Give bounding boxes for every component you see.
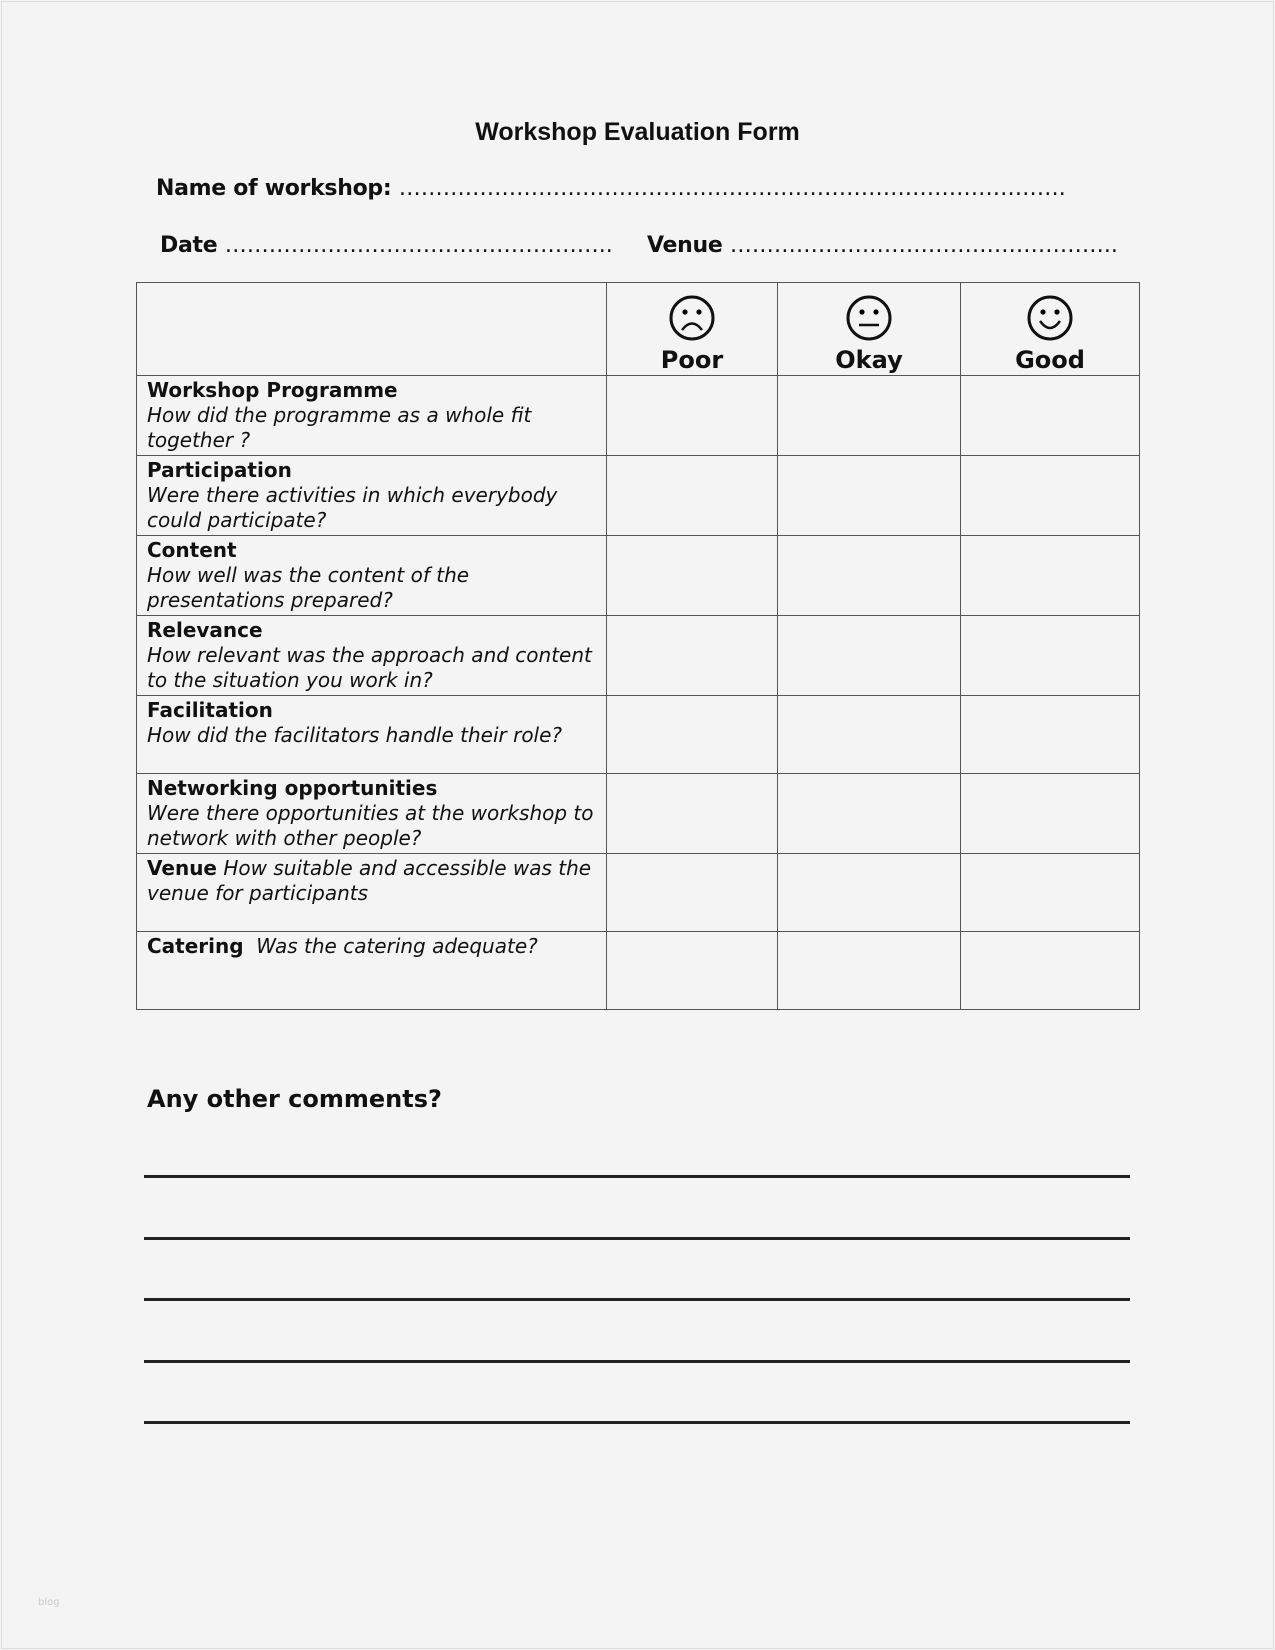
rating-cell-poor[interactable] [607, 456, 778, 536]
venue-dots: …………………………………………….. [729, 233, 1118, 258]
rating-cell-okay[interactable] [778, 854, 961, 932]
criterion-question: How did the programme as a whole fit together ? [147, 403, 532, 452]
criterion-category: Workshop Programme [147, 378, 398, 402]
table-row [137, 774, 1140, 854]
criterion-cell [137, 536, 607, 616]
rating-cell-poor[interactable] [607, 696, 778, 774]
rating-cell-okay[interactable] [778, 932, 961, 1010]
table-row [137, 456, 1140, 536]
smiley-face-icon [1027, 295, 1073, 341]
sad-face-icon [669, 295, 715, 341]
venue-label: Venue [647, 233, 723, 258]
table-row [137, 376, 1140, 456]
criterion-category: Content [147, 538, 237, 562]
table-row [137, 932, 1140, 1010]
neutral-face-icon [846, 295, 892, 341]
criterion-cell [137, 932, 607, 1010]
rating-cell-poor[interactable] [607, 774, 778, 854]
criterion-category: Relevance [147, 618, 263, 642]
comment-line[interactable] [144, 1175, 1130, 1178]
date-label: Date [160, 233, 218, 258]
criterion-category: Catering [147, 934, 244, 958]
rating-label: Good [1015, 346, 1085, 374]
header-blank-cell [137, 283, 607, 376]
watermark: blog [38, 1597, 60, 1608]
name-of-workshop-field[interactable] [156, 176, 1066, 201]
criterion-question: Were there opportunities at the workshop to network with other people? [147, 801, 594, 850]
name-label: Name of workshop: [156, 176, 392, 201]
comment-line[interactable] [144, 1421, 1130, 1424]
criterion-question: How relevant was the approach and content to the situation you work in? [147, 643, 592, 692]
rating-cell-poor[interactable] [607, 616, 778, 696]
criterion-question: Was the catering adequate? [256, 934, 538, 958]
rating-cell-good[interactable] [961, 854, 1140, 932]
comments-heading: Any other comments? [147, 1085, 442, 1113]
criterion-category: Venue [147, 856, 217, 880]
comment-line[interactable] [144, 1237, 1130, 1240]
criterion-cell [137, 616, 607, 696]
date-field[interactable] [160, 233, 613, 258]
rating-cell-poor[interactable] [607, 536, 778, 616]
criterion-question: Were there activities in which everybody could participate? [147, 483, 558, 532]
table-row [137, 696, 1140, 774]
header-poor [607, 283, 778, 376]
table-row [137, 854, 1140, 932]
comment-line[interactable] [144, 1360, 1130, 1363]
header-good [961, 283, 1140, 376]
criterion-cell [137, 456, 607, 536]
table-row [137, 536, 1140, 616]
criterion-cell [137, 376, 607, 456]
rating-cell-okay[interactable] [778, 376, 961, 456]
rating-cell-poor[interactable] [607, 376, 778, 456]
rating-cell-poor[interactable] [607, 932, 778, 1010]
criterion-question: How well was the content of the presentations prepared? [147, 563, 470, 612]
header-okay [778, 283, 961, 376]
form-title: Workshop Evaluation Form [475, 118, 800, 146]
date-dots: …………………………………………….. [224, 233, 613, 258]
venue-field[interactable] [647, 233, 1118, 258]
name-dots: ………………………………………………………………………………. [398, 176, 1066, 201]
criterion-cell [137, 854, 607, 932]
rating-cell-poor[interactable] [607, 854, 778, 932]
rating-cell-okay[interactable] [778, 616, 961, 696]
rating-cell-okay[interactable] [778, 456, 961, 536]
evaluation-table [136, 282, 1140, 1010]
rating-label: Poor [660, 346, 724, 374]
criterion-category: Facilitation [147, 698, 273, 722]
header-row [137, 283, 1140, 376]
rating-cell-good[interactable] [961, 696, 1140, 774]
rating-cell-good[interactable] [961, 616, 1140, 696]
rating-cell-okay[interactable] [778, 536, 961, 616]
rating-cell-good[interactable] [961, 932, 1140, 1010]
rating-cell-good[interactable] [961, 456, 1140, 536]
criterion-category: Participation [147, 458, 292, 482]
criterion-category: Networking opportunities [147, 776, 438, 800]
criterion-cell [137, 774, 607, 854]
criterion-cell [137, 696, 607, 774]
rating-cell-okay[interactable] [778, 696, 961, 774]
criterion-question: How suitable and accessible was the venue for participants [147, 856, 592, 905]
rating-cell-good[interactable] [961, 536, 1140, 616]
table-row [137, 616, 1140, 696]
comment-line[interactable] [144, 1298, 1130, 1301]
rating-cell-good[interactable] [961, 774, 1140, 854]
rating-label: Okay [835, 346, 903, 374]
rating-cell-good[interactable] [961, 376, 1140, 456]
criterion-question: How did the facilitators handle their role? [147, 723, 563, 747]
rating-cell-okay[interactable] [778, 774, 961, 854]
